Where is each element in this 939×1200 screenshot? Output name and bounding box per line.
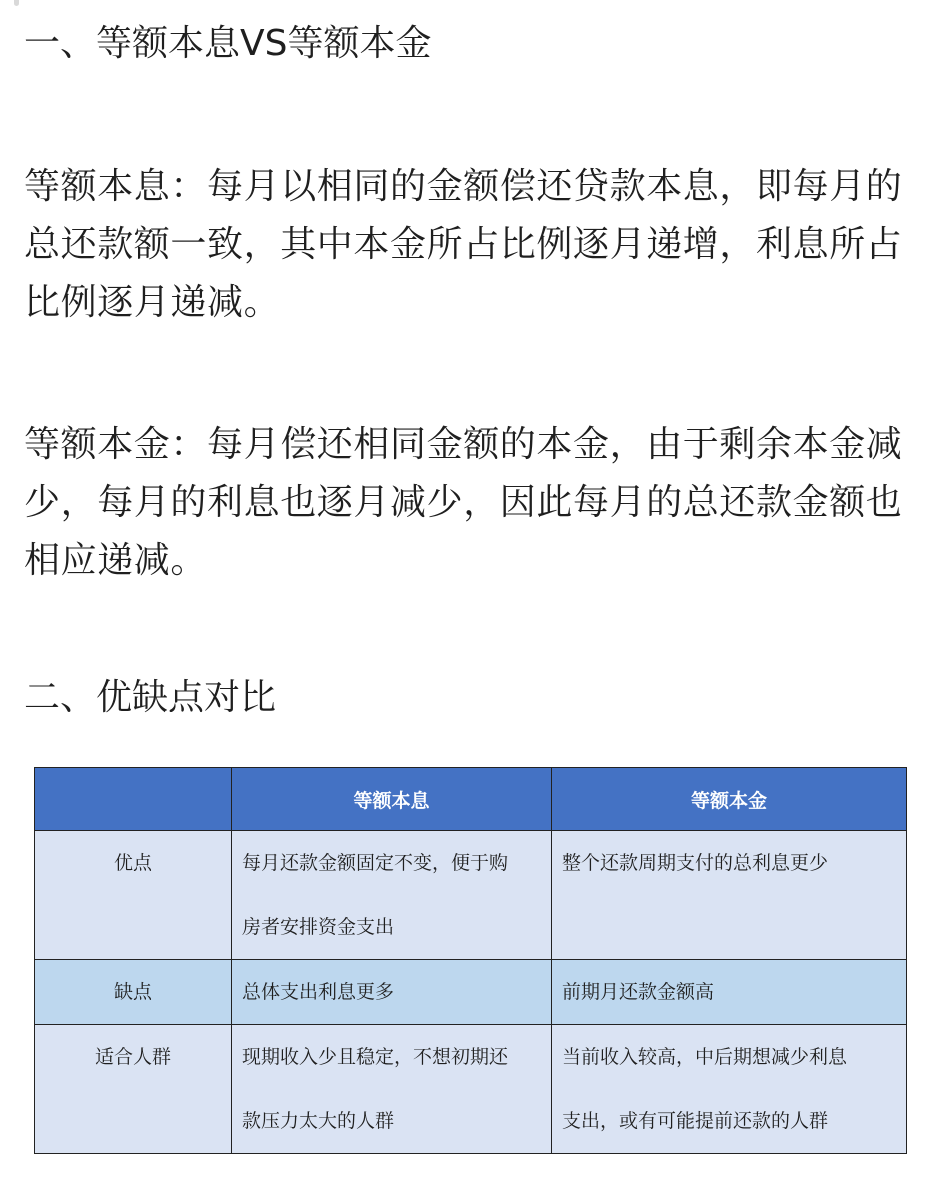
row-label-target-group <box>35 1025 232 1154</box>
cell-line: 款压力太大的人群 <box>242 1110 395 1132</box>
cell-pros-equal-installment <box>232 831 552 960</box>
cell-line: 支出，或有可能提前还款的人群 <box>562 1110 829 1132</box>
cell-line: 现期收入少且稳定，不想初期还 <box>242 1046 509 1068</box>
table-row-target-group <box>35 1025 907 1154</box>
table-header-row <box>35 768 907 831</box>
cell-target-equal-installment <box>232 1025 552 1154</box>
table-row-cons <box>35 960 907 1025</box>
cell-line: 前期月还款金额高 <box>562 981 715 1003</box>
row-label-pros <box>35 831 232 960</box>
cell-cons-equal-principal <box>552 960 907 1025</box>
section-heading-pros-cons: 二、优缺点对比 <box>24 677 277 718</box>
scroll-indicator <box>14 0 19 6</box>
cell-line: 房者安排资金支出 <box>242 916 395 938</box>
paragraph-equal-installment: 等额本息：每月以相同的金额偿还贷款本息，即每月的总还款额一致，其中本金所占比例逐月递增，利息所占比例逐月递减。 <box>24 166 903 323</box>
table-header-equal-principal: 等额本金 <box>552 768 907 831</box>
cell-text: 适合人群 <box>94 1046 171 1068</box>
table-header-empty <box>35 768 232 831</box>
row-label-cons <box>35 960 232 1025</box>
cell-target-equal-principal <box>552 1025 907 1154</box>
cell-text: 优点 <box>113 852 152 874</box>
section-heading-comparison: 一、等额本息VS等额本金 <box>24 23 432 64</box>
cell-line: 整个还款周期支付的总利息更少 <box>562 852 829 874</box>
cell-text: 缺点 <box>113 981 152 1003</box>
table-row-pros <box>35 831 907 960</box>
table-header-equal-installment: 等额本息 <box>232 768 552 831</box>
cell-line: 当前收入较高，中后期想减少利息 <box>562 1046 848 1068</box>
cell-line: 总体支出利息更多 <box>242 981 395 1003</box>
comparison-table <box>34 767 907 1154</box>
paragraph-equal-principal: 等额本金：每月偿还相同金额的本金，由于剩余本金减少，每月的利息也逐月减少，因此每月的总还款金额也相应递减。 <box>24 424 903 581</box>
cell-line: 每月还款金额固定不变，便于购 <box>242 852 509 874</box>
cell-cons-equal-installment <box>232 960 552 1025</box>
cell-pros-equal-principal <box>552 831 907 960</box>
